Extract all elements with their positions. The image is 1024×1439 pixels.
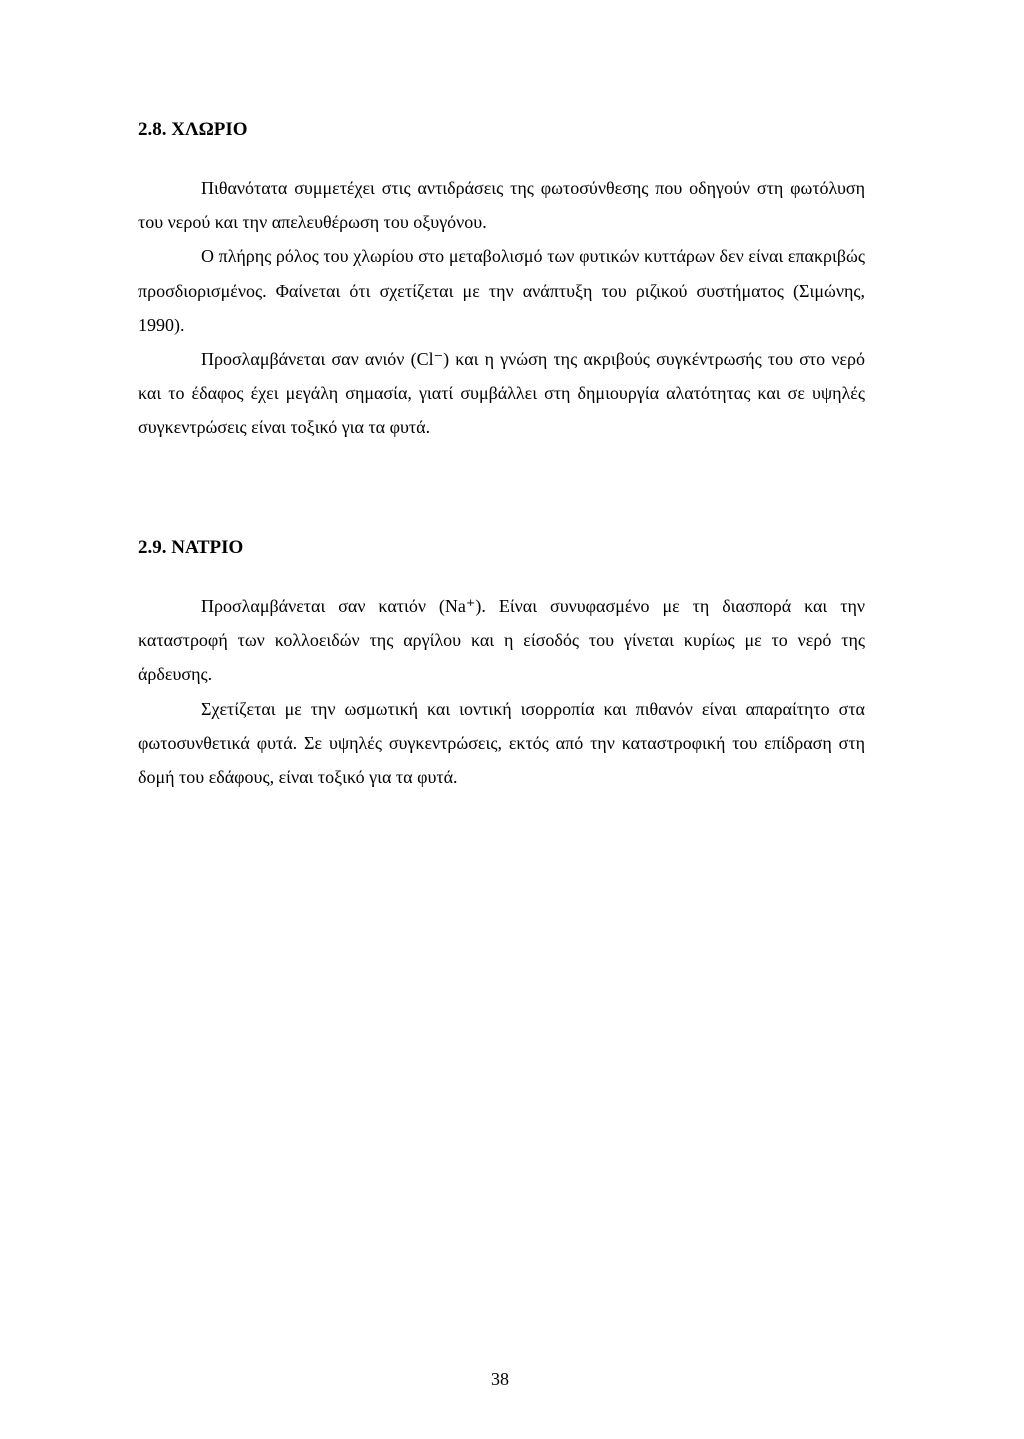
section-body-chlorine (138, 171, 865, 445)
section-heading-chlorine: 2.8. ΧΛΩΡΙΟ (138, 119, 248, 140)
paragraph: Πιθανότατα συμμετέχει στις αντιδράσεις της φωτοσύνθεσης που οδηγούν στη φωτόλυση του νερού και την απελευθέρωση του οξυγόνου. (138, 178, 865, 233)
paragraph: Ο πλήρης ρόλος του χλωρίου στο μεταβολισμό των φυτικών κυττάρων δεν είναι επακριβώς προσδιορισμένος. Φαίνεται ότι σχετίζεται με την ανάπτυξη του ριζικού συστήματος (Σιμώνης, 1990). (138, 246, 865, 335)
paragraph: Προσλαμβάνεται σαν κατιόν (Na⁺). Είναι συνυφασμένο με τη διασπορά και την καταστροφή των κολλοειδών της αργίλου και η είσοδός του γίνεται κυρίως με το νερό της άρδευσης. (138, 596, 865, 685)
section-body-sodium (138, 589, 865, 794)
paragraph: Προσλαμβάνεται σαν ανιόν (Cl⁻) και η γνώση της ακριβούς συγκέντρωσής του στο νερό και το έδαφος έχει μεγάλη σημασία, γιατί συμβάλλει στη δημιουργία αλατότητας και σε υψηλές συγκεντρώσεις είναι τοξικό για τα φυτά. (138, 349, 865, 438)
page-number: 38 (491, 1369, 509, 1389)
paragraph: Σχετίζεται με την ωσμωτική και ιοντική ισορροπία και πιθανόν είναι απαραίτητο στα φωτοσυνθετικά φυτά. Σε υψηλές συγκεντρώσεις, εκτός από την καταστροφική του επίδραση στη δομή του εδάφους, είναι τοξικό για τα φυτά. (138, 698, 865, 788)
section-heading-sodium: 2.9. ΝΑΤΡΙΟ (138, 537, 244, 558)
